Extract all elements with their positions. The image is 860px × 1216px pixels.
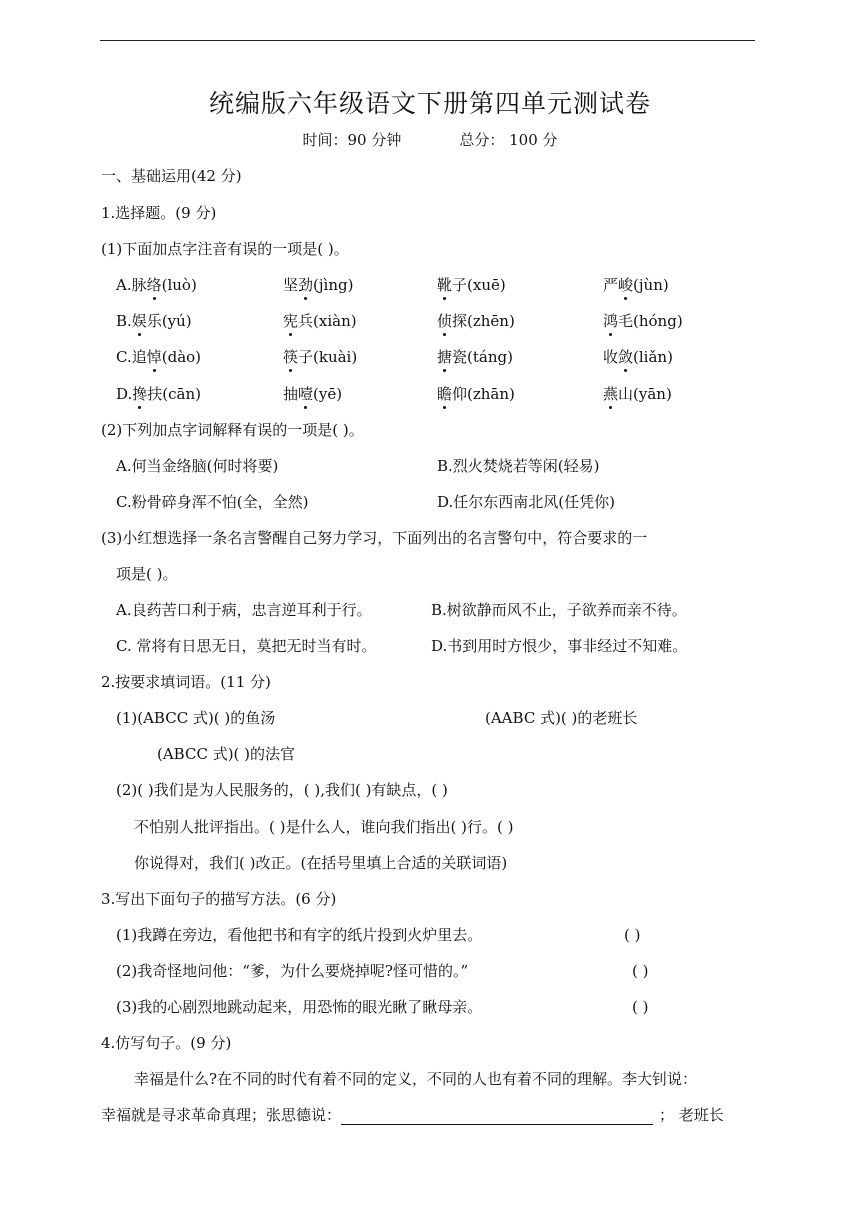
- q1-sub3-cont: 项是( )。: [116, 565, 178, 583]
- q1-sub3-optD: D.书到用时方恨少，事非经过不知难。: [431, 637, 688, 655]
- q2-line3c: 你说得对，我们( )改正。(在括号里填上合适的关联词语): [134, 854, 508, 872]
- q3-s1: (1)我蹲在旁边，看他把书和有字的纸片投到火炉里去。: [116, 926, 483, 944]
- q2-line2: (ABCC 式)( )的法官: [157, 745, 296, 763]
- q1-sub3: (3)小红想选择一条名言警醒自己努力学习，下面列出的名言警句中，符合要求的一: [101, 529, 648, 547]
- q1-optB-3: 侦探(zhēn): [437, 312, 515, 330]
- header-rule: [100, 40, 755, 41]
- q2-line1b: (AABC 式)( )的老班长: [485, 709, 638, 727]
- q3-s3: (3)我的心剧烈地跳动起来，用恐怖的眼光瞅了瞅母亲。: [116, 998, 483, 1016]
- q3-title: 3.写出下面句子的描写方法。(6 分): [101, 890, 337, 908]
- q1-sub2-optC: C.粉骨碎身浑不怕(全，全然): [116, 493, 309, 511]
- q4-title: 4.仿写句子。(9 分): [101, 1034, 232, 1052]
- q4-para2: [101, 1105, 724, 1125]
- q4-para1: 幸福是什么?在不同的时代有着不同的定义，不同的人也有着不同的理解。李大钊说：: [134, 1070, 698, 1088]
- answer-underline[interactable]: [341, 1108, 653, 1125]
- q1-optA-1: A.脉络(luò): [116, 276, 197, 294]
- q3-s2: (2)我奇怪地问他：“爹，为什么要烧掉呢?怪可惜的。”: [116, 962, 469, 980]
- q1-optC-4: 收敛(liǎn): [603, 348, 673, 366]
- q1-sub3-optB: B.树欲静而风不止，子欲养而亲不待。: [431, 601, 687, 619]
- q1-optA-4: 严峻(jùn): [603, 276, 669, 294]
- q1-sub2-optA: A.何当金络脑(何时将要): [116, 457, 279, 475]
- q3-s1-blank: ( ): [624, 926, 641, 944]
- q1-sub2-optD: D.任尔东西南北风(任凭你): [437, 493, 615, 511]
- q2-title: 2.按要求填词语。(11 分): [101, 673, 271, 691]
- exam-meta: [0, 129, 860, 150]
- q1-optB-2: 宪兵(xiàn): [283, 312, 357, 330]
- q1-sub1: (1)下面加点字注音有误的一项是( )。: [101, 240, 349, 258]
- q1-optB-4: 鸿毛(hóng): [603, 312, 683, 330]
- q2-line1a: (1)(ABCC 式)( )的鱼汤: [116, 709, 276, 727]
- q1-optA-2: 坚劲(jìng): [283, 276, 354, 294]
- q4-para2-end: ； 老班长: [659, 1106, 724, 1124]
- q1-sub3-optA: A.良药苦口利于病，忠言逆耳利于行。: [116, 601, 372, 619]
- exam-title: 统编版六年级语文下册第四单元测试卷: [208, 89, 651, 118]
- q1-optD-1: D.搀扶(cān): [116, 385, 201, 403]
- q3-s3-blank: ( ): [632, 998, 649, 1016]
- q2-line3a: (2)( )我们是为人民服务的，( ),我们( )有缺点，( ): [116, 781, 448, 799]
- exam-time: 时间：90 分钟: [302, 131, 402, 149]
- exam-score: 总分： 100 分: [459, 131, 558, 149]
- q3-s2-blank: ( ): [632, 962, 649, 980]
- q4-para2-text: 幸福就是寻求革命真理；张思德说：: [101, 1106, 342, 1124]
- q1-optD-4: 燕山(yān): [603, 385, 672, 403]
- q1-optD-2: 抽噎(yē): [283, 385, 343, 403]
- q1-optD-3: 瞻仰(zhān): [437, 385, 515, 403]
- q1-title: 1.选择题。(9 分): [101, 204, 217, 222]
- q1-optB-1: B.娱乐(yú): [116, 312, 192, 330]
- q2-line3b: 不怕别人批评指出。( )是什么人，谁向我们指出( )行。( ): [134, 818, 514, 836]
- q1-optC-3: 搪瓷(táng): [437, 348, 513, 366]
- q1-sub2: (2)下列加点字词解释有误的一项是( )。: [101, 421, 364, 439]
- q1-sub3-optC: C. 常将有日思无日，莫把无时当有时。: [116, 637, 377, 655]
- q1-optA-3: 靴子(xuē): [437, 276, 506, 294]
- q1-optC-1: C.追悼(dào): [116, 348, 202, 366]
- section-heading: 一、基础运用(42 分): [101, 167, 242, 185]
- q1-optC-2: 筷子(kuài): [283, 348, 358, 366]
- q1-sub2-optB: B.烈火焚烧若等闲(轻易): [437, 457, 600, 475]
